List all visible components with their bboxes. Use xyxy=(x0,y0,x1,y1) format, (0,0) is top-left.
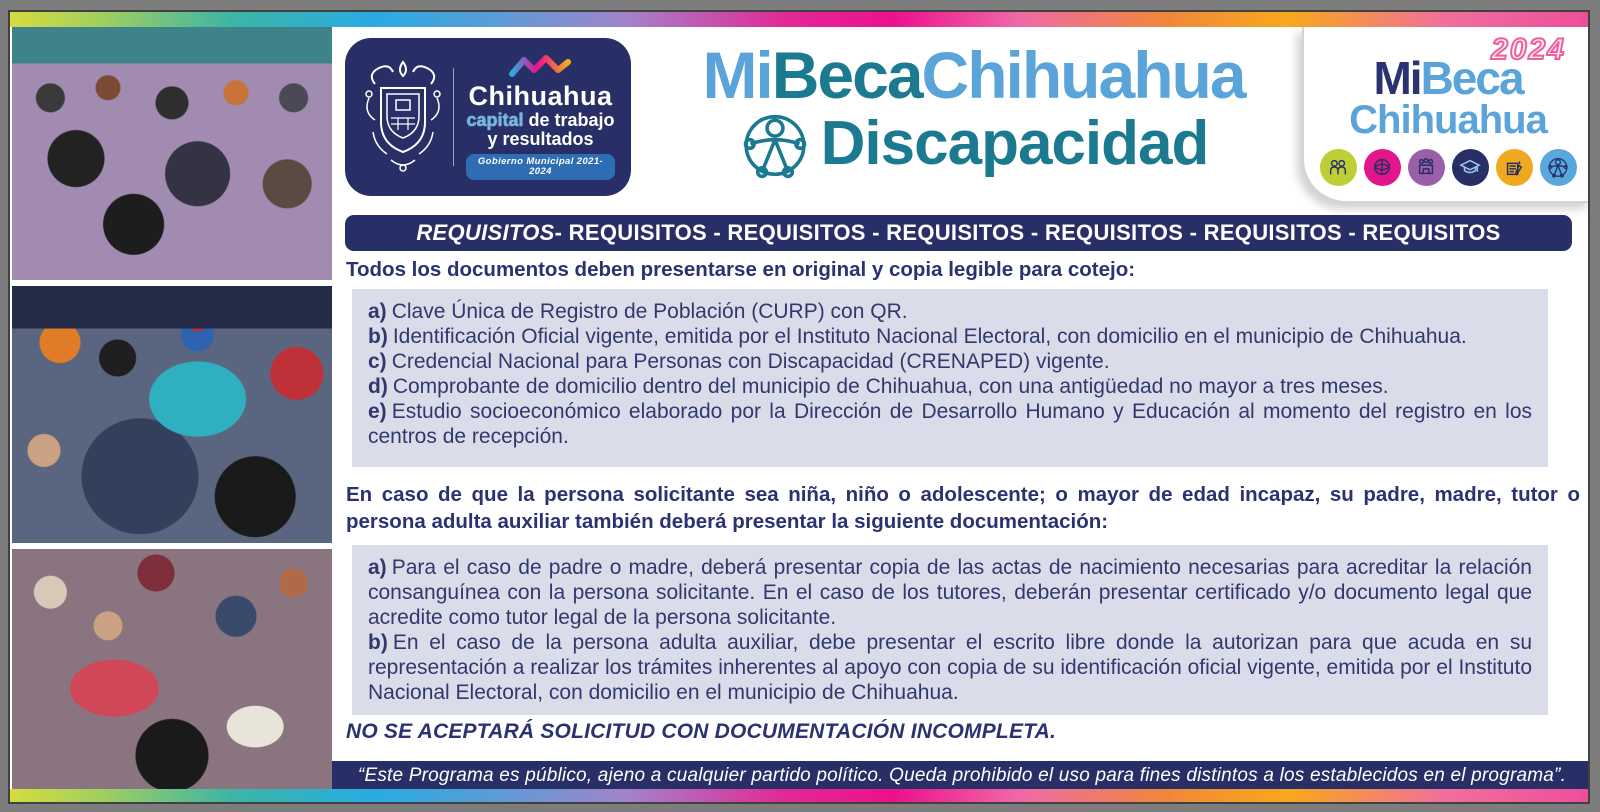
item-label: a) xyxy=(368,556,387,579)
sports-icon xyxy=(1364,149,1401,186)
item-label: a) xyxy=(368,300,387,323)
top-gradient-bar xyxy=(10,12,1588,27)
requisitos-banner-rest: - REQUISITOS - REQUISITOS - REQUISITOS - REQUISITOS - REQUISITOS - REQUISITOS xyxy=(554,220,1501,245)
bottom-gradient-bar xyxy=(10,789,1588,803)
title-beca: Beca xyxy=(771,38,922,112)
corner-mi: Mi xyxy=(1373,52,1421,104)
seniors-icon xyxy=(1320,149,1357,186)
requirement-item xyxy=(368,399,1532,449)
community-icon xyxy=(1408,149,1445,186)
tagline-line2: y resultados xyxy=(487,128,594,149)
requirements-box-1 xyxy=(352,289,1548,467)
item-text: Identificación Oficial vigente, emitida por el Instituto Nacional Electoral, con domicilio en el municipio de Chihuahua. xyxy=(392,325,1467,348)
item-label: c) xyxy=(368,350,387,373)
education-icon xyxy=(1452,149,1489,186)
category-icons-row xyxy=(1304,149,1590,186)
photo-smiling-woman xyxy=(12,549,332,789)
logo-divider xyxy=(453,68,454,166)
government-badge: Gobierno Municipal 2021-2024 xyxy=(466,154,615,180)
municipal-logo-box xyxy=(345,38,631,196)
item-label: e) xyxy=(368,400,387,423)
item-text: Credencial Nacional para Personas con Discapacidad (CRENAPED) vigente. xyxy=(391,350,1110,373)
requirement-item xyxy=(368,555,1532,630)
tagline-rest: de trabajo xyxy=(528,109,615,130)
mibeca-2024-card xyxy=(1302,27,1590,203)
requisitos-banner-first: REQUISITOS xyxy=(416,220,555,245)
requisitos-banner xyxy=(345,215,1572,251)
item-label: b) xyxy=(368,631,388,654)
photo-crowd-gym xyxy=(12,27,332,280)
item-text: Estudio socioeconómico elaborado por la Dirección de Desarrollo Humano y Educación al momento del registro en los centros de recepción. xyxy=(368,400,1532,448)
requirement-item xyxy=(368,374,1532,399)
requirement-item xyxy=(368,630,1532,705)
tagline-line1 xyxy=(466,111,615,130)
title-line1 xyxy=(646,38,1301,112)
title-chihuahua: Chihuahua xyxy=(921,38,1245,112)
warning-text: NO SE ACEPTARÁ SOLICITUD CON DOCUMENTACIÓN INCOMPLETA. xyxy=(346,720,1057,743)
disclaimer-text: “Este Programa es público, ajeno a cualquier partido político. Queda prohibido el uso para fines distintos a los establecidos en el programa”. xyxy=(357,765,1567,786)
item-label: b) xyxy=(368,325,388,348)
tagline-highlight: capital xyxy=(466,109,524,130)
photo-wheelchair-audience xyxy=(12,286,332,543)
item-text: Para el caso de padre o madre, deberá presentar copia de las actas de nacimiento necesarias para acreditar la relación consanguínea con la persona solicitante. En el caso de los tutores, deberán presentar certificado y/o documento legal que acredite como tutor legal de la persona solicitante. xyxy=(368,556,1532,629)
requirements-box-2 xyxy=(352,545,1548,715)
training-icon xyxy=(1496,149,1533,186)
title-discapacidad: Discapacidad xyxy=(820,109,1209,178)
mountains-icon xyxy=(508,54,574,78)
flyer-page xyxy=(8,10,1590,804)
disclaimer-bar xyxy=(332,761,1590,791)
disability-icon xyxy=(1540,149,1577,186)
item-text: Clave Única de Registro de Población (CURP) con QR. xyxy=(391,300,908,323)
requirement-item xyxy=(368,324,1532,349)
accessibility-icon xyxy=(739,108,811,180)
item-text: En el caso de la persona adulta auxiliar, debe presentar el escrito libre donde la autorizan para que acuda en su representación a realizar los trámites inherentes al apoyo con copia de su identificación oficial vigente, emitida por el Instituto Nacional Electoral, con domicilio en el municipio de Chihuahua. xyxy=(368,631,1532,704)
program-title xyxy=(646,38,1301,180)
municipal-wordmark xyxy=(466,54,615,181)
corner-beca: Beca xyxy=(1420,52,1523,104)
requirement-item xyxy=(368,299,1532,324)
corner-title-line2: Chihuahua xyxy=(1349,97,1547,142)
title-line2 xyxy=(646,108,1301,180)
item-label: d) xyxy=(368,375,388,398)
city-crest-icon xyxy=(361,58,445,176)
requirement-item xyxy=(368,349,1532,374)
title-mi: Mi xyxy=(702,38,772,112)
year-badge: 2024 xyxy=(1491,33,1566,66)
city-name: Chihuahua xyxy=(468,81,613,112)
secondary-heading: En caso de que la persona solicitante sea niña, niño o adolescente; o mayor de edad incapaz, su padre, madre, tutor o persona adulta auxiliar también deberá presentar la siguiente documentación: xyxy=(346,483,1580,533)
intro-heading: Todos los documentos deben presentarse en original y copia legible para cotejo: xyxy=(346,258,1136,281)
item-text: Comprobante de domicilio dentro del municipio de Chihuahua, con una antigüedad no mayor a tres meses. xyxy=(392,375,1389,398)
